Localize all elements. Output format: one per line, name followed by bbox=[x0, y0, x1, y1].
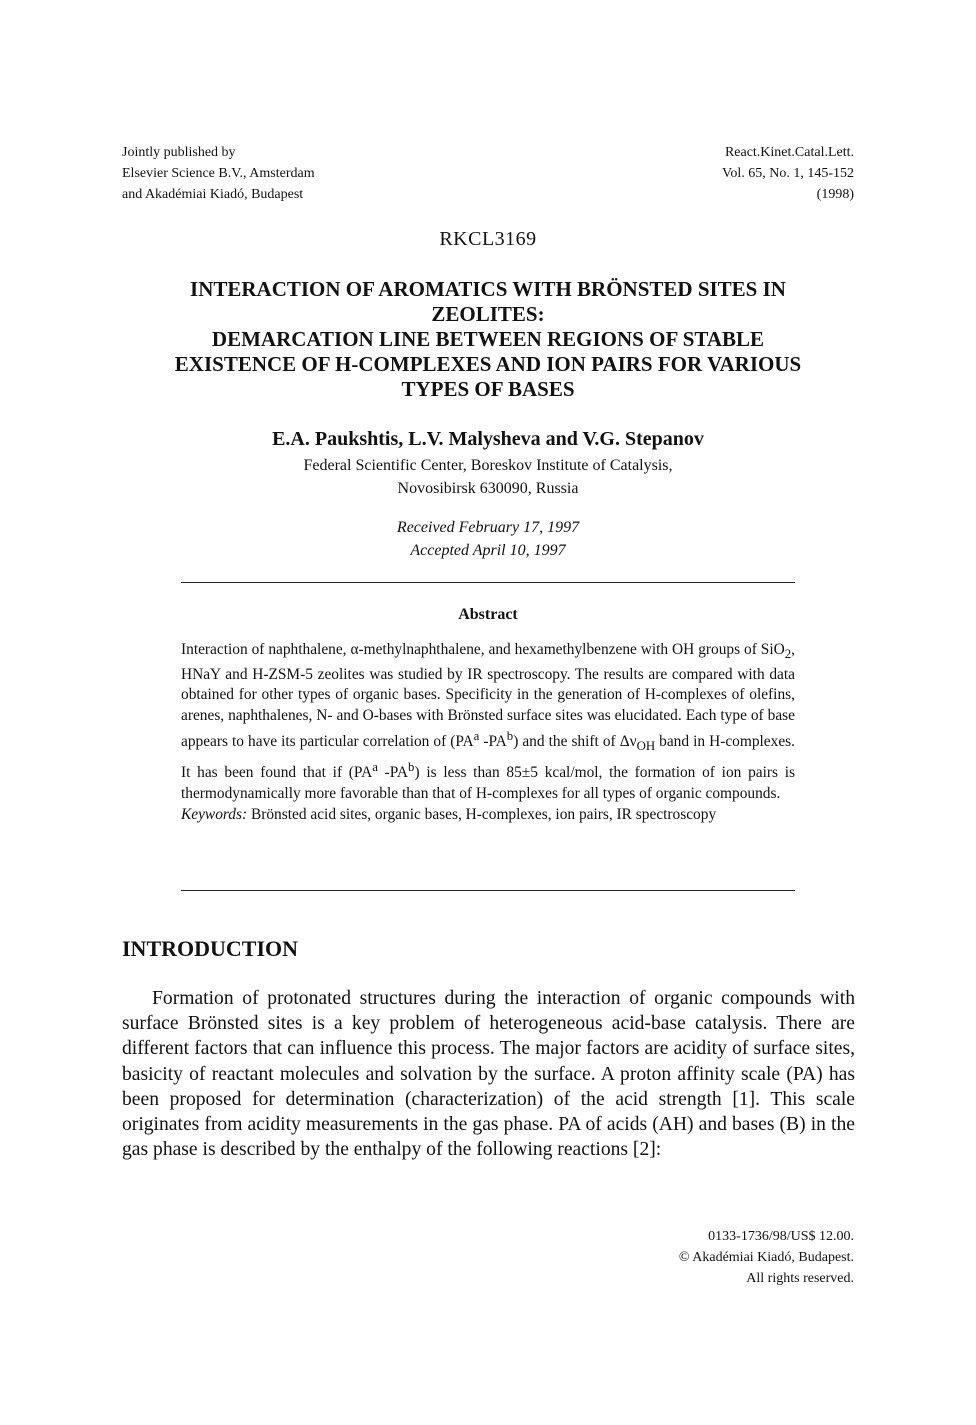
abstract-text-segment: -PA bbox=[377, 764, 409, 782]
keywords-label: Keywords: bbox=[181, 805, 248, 823]
abstract-body bbox=[181, 640, 795, 825]
journal-citation bbox=[722, 142, 854, 205]
affiliation bbox=[0, 454, 976, 500]
publisher-line: Jointly published by bbox=[122, 145, 236, 160]
affiliation-line: Federal Scientific Center, Boreskov Institute of Catalysis, bbox=[303, 457, 673, 474]
publisher-line: and Akadémiai Kiadó, Budapest bbox=[122, 187, 304, 202]
title-line: TYPES OF BASES bbox=[401, 377, 575, 401]
accepted-date: Accepted April 10, 1997 bbox=[410, 542, 566, 559]
abstract-text-segment: ) is less than 85±5 kcal/mol, the formation of ion pairs is thermodynamically more favorable than that of H-complexes for all types of organic compounds. bbox=[181, 764, 796, 802]
abstract-text-segment: ) and the shift of Δν bbox=[513, 733, 637, 751]
section-heading-introduction: INTRODUCTION bbox=[122, 936, 299, 961]
subscript: 2 bbox=[784, 647, 792, 662]
superscript: b bbox=[408, 760, 415, 775]
issn-price: 0133-1736/98/US$ 12.00. bbox=[708, 1229, 854, 1244]
superscript: a bbox=[372, 760, 378, 775]
introduction-body bbox=[122, 986, 855, 1162]
copyright-footer bbox=[679, 1226, 854, 1289]
dates bbox=[0, 516, 976, 562]
abstract-bottom-rule bbox=[181, 890, 795, 891]
affiliation-line: Novosibirsk 630090, Russia bbox=[397, 480, 579, 497]
subscript: OH bbox=[636, 739, 656, 754]
abstract-text bbox=[181, 640, 795, 805]
superscript: b bbox=[506, 729, 514, 744]
paper-code: RKCL3169 bbox=[439, 228, 537, 250]
rights: All rights reserved. bbox=[746, 1271, 854, 1286]
superscript: a bbox=[473, 729, 480, 744]
publisher-info bbox=[122, 142, 315, 205]
publisher-line: Elsevier Science B.V., Amsterdam bbox=[122, 166, 315, 181]
title-line: EXISTENCE OF H-COMPLEXES AND ION PAIRS FOR VARIOUS bbox=[174, 352, 802, 376]
abstract-text-segment: band in H-complexes. It has been found that if (PA bbox=[181, 733, 795, 782]
keywords-text: Brönsted acid sites, organic bases, H-complexes, ion pairs, IR spectroscopy bbox=[247, 805, 717, 823]
volume-pages: Vol. 65, No. 1, 145-152 bbox=[722, 166, 854, 181]
keywords bbox=[181, 805, 795, 826]
copyright: © Akadémiai Kiadó, Budapest. bbox=[678, 1250, 854, 1265]
abstract-text-segment: Interaction of naphthalene, α-methylnaphthalene, and hexamethylbenzene with OH groups of SiO bbox=[181, 641, 785, 658]
title-line: INTERACTION OF AROMATICS WITH BRÖNSTED SITES IN bbox=[190, 277, 786, 301]
abstract-top-rule bbox=[181, 582, 795, 583]
title-line: DEMARCATION LINE BETWEEN REGIONS OF STABLE bbox=[211, 327, 765, 351]
abstract-text-segment: , HNaY and H-ZSM-5 zeolites was studied by IR spectroscopy. The results are compared with data obtained for other types of organic bases. Specificity in the generation of H-complexes of olefins, arenes, naphthalenes, N- and O-bases with Brönsted surface sites was elucidated. Each type of base appears to have its particular correlation of (PA bbox=[181, 641, 795, 751]
authors: E.A. Paukshtis, L.V. Malysheva and V.G. Stepanov bbox=[272, 428, 704, 450]
journal-name: React.Kinet.Catal.Lett. bbox=[724, 145, 854, 160]
introduction-paragraph: Formation of protonated structures during the interaction of organic compounds with surface Brönsted sites is a key problem of heterogeneous acid-base catalysis. There are different factors that can influence this process. The major factors are acidity of surface sites, basicity of reactant molecules and solvation by the surface. A proton affinity scale (PA) has been proposed for determination (characterization) of the acid strength [1]. This scale originates from acidity measurements in the gas phase. PA of acids (AH) and bases (B) in the gas phase is described by the enthalpy of the following reactions [2]: bbox=[122, 988, 855, 1161]
abstract-heading: Abstract bbox=[458, 606, 518, 623]
title-line: ZEOLITES: bbox=[431, 302, 545, 326]
paper-title bbox=[120, 277, 856, 402]
received-date: Received February 17, 1997 bbox=[396, 519, 580, 536]
year: (1998) bbox=[816, 187, 854, 202]
abstract-text-segment: -PA bbox=[479, 733, 507, 751]
